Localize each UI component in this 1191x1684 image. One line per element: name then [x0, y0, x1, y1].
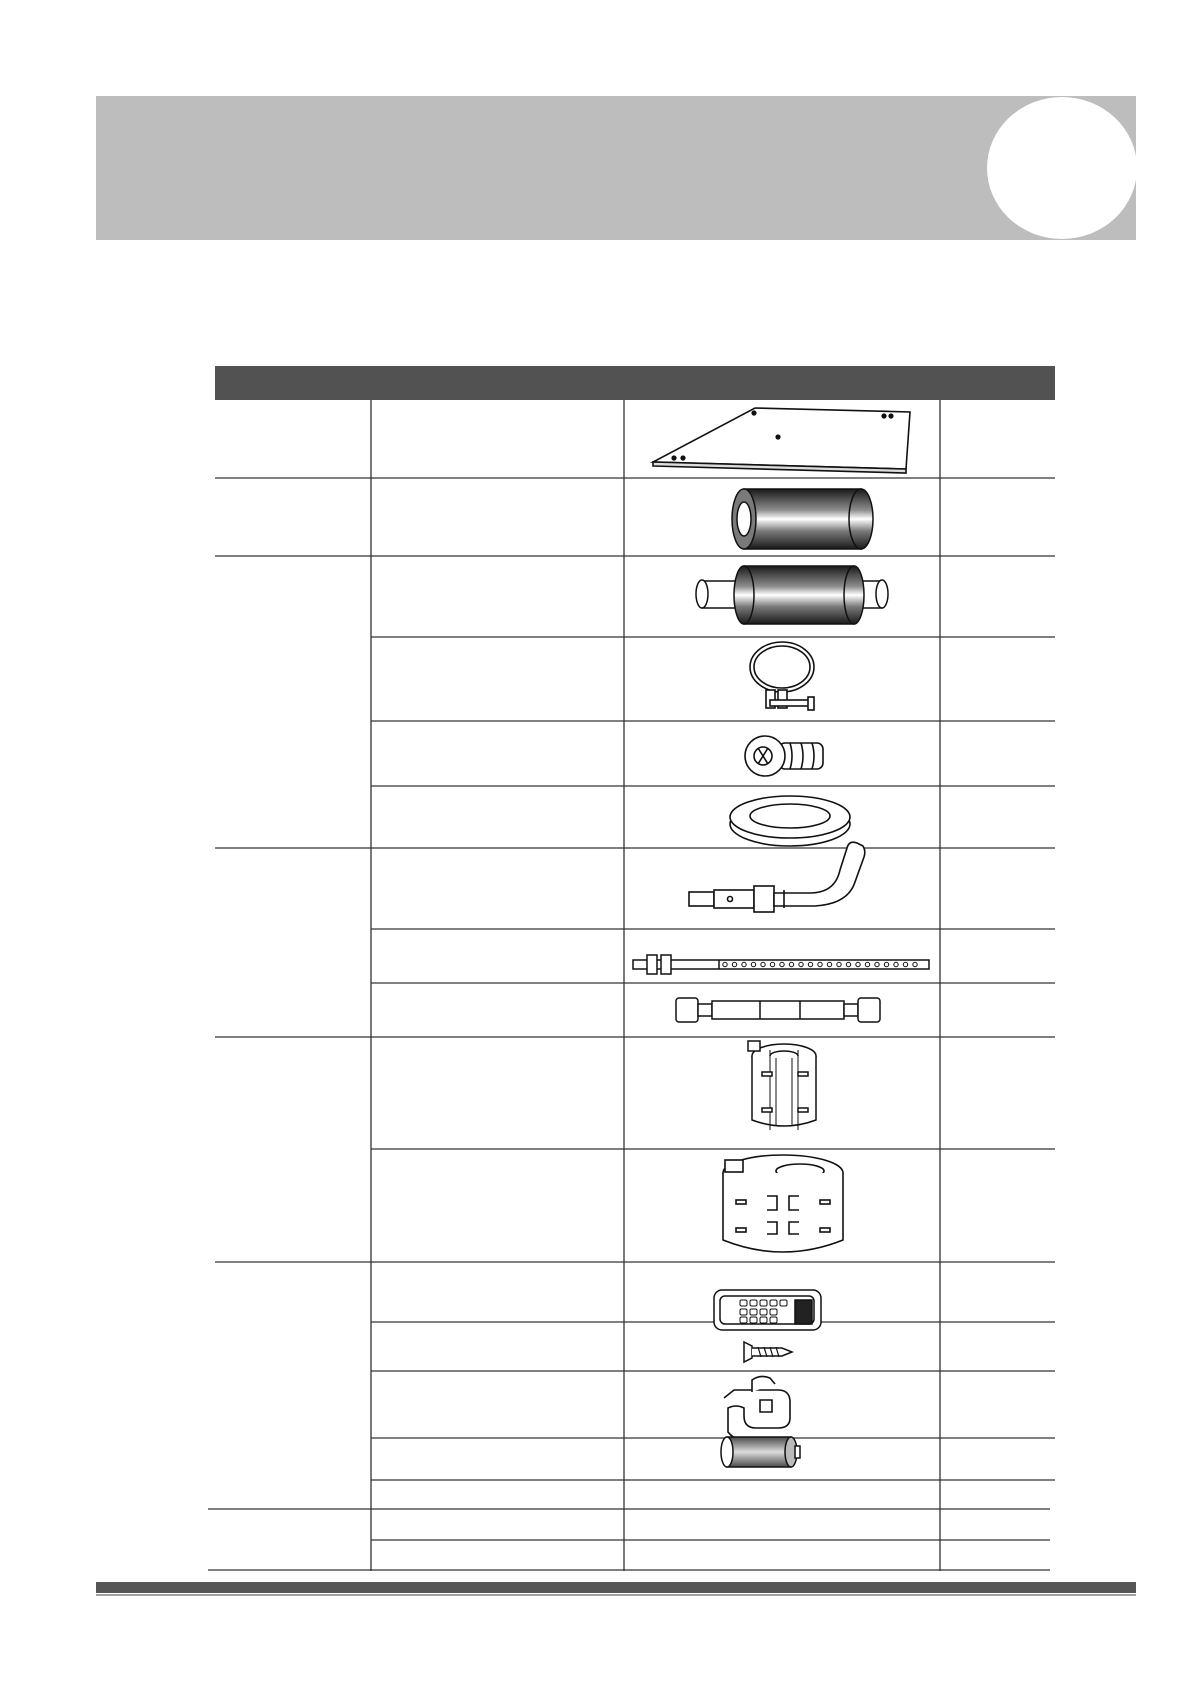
footer-bar: [96, 1582, 1136, 1593]
drain-joint-icon: [689, 842, 865, 912]
magnetic-ring-small-icon: [748, 1041, 816, 1130]
drain-plug-icon: [745, 736, 823, 776]
cable-tie-icon: [633, 955, 929, 974]
remote-controller-icon: [714, 1290, 821, 1330]
insulated-pipe-icon: [696, 566, 888, 624]
remote-holder-icon: [724, 1376, 790, 1438]
battery-icon: [721, 1437, 800, 1467]
screw-icon: [744, 1342, 792, 1362]
header-band: [96, 96, 1136, 240]
magnetic-ring-large-icon: [723, 1155, 843, 1252]
mounting-plate-icon: [653, 408, 910, 473]
table-header: [215, 366, 1055, 400]
insulation-sleeve-icon: [732, 489, 873, 549]
rubber-gasket-icon: [730, 796, 850, 846]
page-number-circle: [987, 97, 1137, 239]
table-grid: [208, 400, 1055, 1571]
hose-clamp-icon: [750, 642, 814, 710]
connecting-pipe-icon: [676, 998, 880, 1022]
